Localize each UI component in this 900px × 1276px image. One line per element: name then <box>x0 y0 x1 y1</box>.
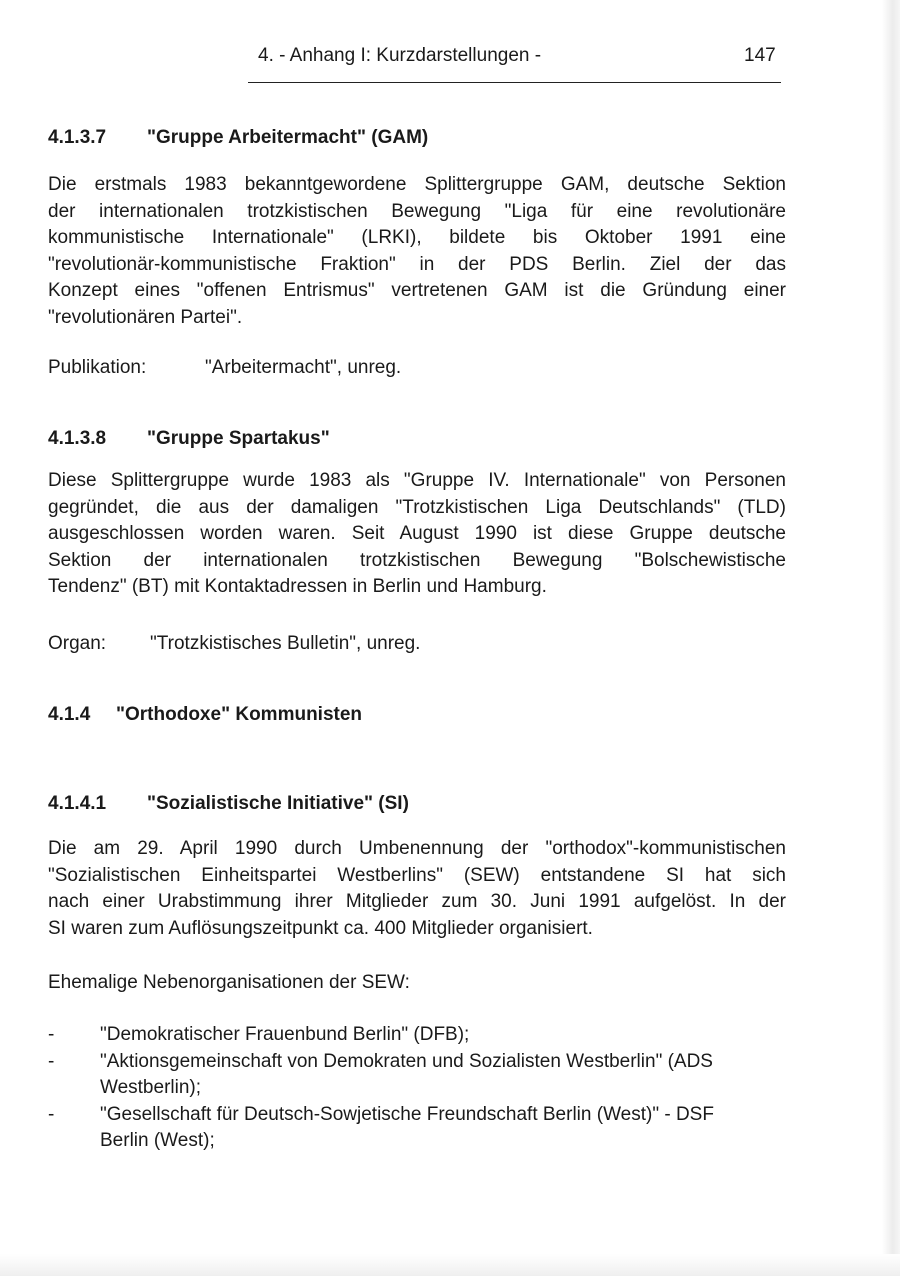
paragraph-line: kommunistische Internationale" (LRKI), bildete bis Oktober 1991 eine <box>48 227 786 248</box>
section-paragraph-si <box>48 836 786 942</box>
organ-value: "Trotzkistisches Bulletin", unreg. <box>150 633 421 654</box>
section-heading-gam <box>48 127 428 149</box>
list-item-text: "Gesellschaft für Deutsch-Sowjetische Freundschaft Berlin (West)" - DSF <box>100 1103 714 1125</box>
paragraph-line: "revolutionär-kommunistische Fraktion" in der PDS Berlin. Ziel der das <box>48 253 786 275</box>
list-item-text: "Aktionsgemeinschaft von Demokraten und Sozialisten Westberlin" (ADS <box>100 1050 713 1072</box>
paragraph-line: gegründet, die aus der damaligen "Trotzkistischen Liga Deutschlands" (TLD) <box>48 496 786 518</box>
section-number: 4.1.3.7 <box>48 127 107 148</box>
list-item-text: Berlin (West); <box>100 1130 215 1151</box>
section-title: "Gruppe Spartakus" <box>147 428 330 449</box>
header-rule <box>248 82 781 83</box>
section-heading-si <box>48 793 409 815</box>
section-paragraph-gam <box>48 172 786 331</box>
publication-value: "Arbeitermacht", unreg. <box>205 357 402 378</box>
list-item <box>48 1102 788 1155</box>
page-edge-shadow <box>882 0 900 1276</box>
list-item <box>48 1049 788 1102</box>
sew-organisations-list <box>48 1022 788 1155</box>
section-number: 4.1.4.1 <box>48 793 107 814</box>
paragraph-line: Diese Splittergruppe wurde 1983 als "Gruppe IV. Internationale" von Personen <box>48 470 786 491</box>
section-title: "Sozialistische Initiative" (SI) <box>147 793 409 814</box>
section-number: 4.1.4 <box>48 704 91 725</box>
list-dash: - <box>48 1103 55 1125</box>
list-item-text: Westberlin); <box>100 1077 202 1098</box>
page-bottom-shadow <box>0 1254 900 1276</box>
paragraph-line: ausgeschlossen worden waren. Seit August 1990 ist diese Gruppe deutsche <box>48 523 786 544</box>
sew-organisations-heading: Ehemalige Nebenorganisationen der SEW: <box>48 972 410 993</box>
paragraph-line: der internationalen trotzkistischen Bewegung "Liga für eine revolutionäre <box>48 200 786 222</box>
section-title: "Gruppe Arbeitermacht" (GAM) <box>147 127 429 148</box>
paragraph-line: "Sozialistischen Einheitspartei Westberlins" (SEW) entstandene SI hat sich <box>48 864 786 886</box>
paragraph-line: Konzept eines "offenen Entrismus" vertretenen GAM ist die Gründung einer <box>48 280 786 301</box>
section-title: "Orthodoxe" Kommunisten <box>116 704 363 725</box>
publication-line <box>48 357 401 379</box>
paragraph-line: Die am 29. April 1990 durch Umbenennung der "orthodox"-kommunistischen <box>48 838 786 859</box>
section-number: 4.1.3.8 <box>48 428 107 449</box>
section-heading-orthodoxe <box>48 704 362 726</box>
page-number: 147 <box>744 45 776 66</box>
section-heading-spartakus <box>48 428 330 450</box>
list-item-text: "Demokratischer Frauenbund Berlin" (DFB); <box>100 1024 470 1045</box>
list-dash: - <box>48 1050 55 1072</box>
publication-label: Publikation: <box>48 357 147 378</box>
list-item <box>48 1022 788 1049</box>
paragraph-line: Tendenz" (BT) mit Kontaktadressen in Berlin und Hamburg. <box>48 576 547 597</box>
list-dash: - <box>48 1024 55 1045</box>
organ-label: Organ: <box>48 633 107 654</box>
paragraph-line: "revolutionären Partei". <box>48 306 243 328</box>
section-paragraph-spartakus <box>48 468 786 601</box>
paragraph-line: Die erstmals 1983 bekanntgewordene Splittergruppe GAM, deutsche Sektion <box>48 174 786 195</box>
organ-line <box>48 633 420 655</box>
paragraph-line: SI waren zum Auflösungszeitpunkt ca. 400 Mitglieder organisiert. <box>48 917 593 939</box>
paragraph-line: nach einer Urabstimmung ihrer Mitglieder zum 30. Juni 1991 aufgelöst. In der <box>48 891 786 912</box>
paragraph-line: Sektion der internationalen trotzkistischen Bewegung "Bolschewistische <box>48 549 786 571</box>
running-header-title: 4. - Anhang I: Kurzdarstellungen - <box>258 45 542 66</box>
